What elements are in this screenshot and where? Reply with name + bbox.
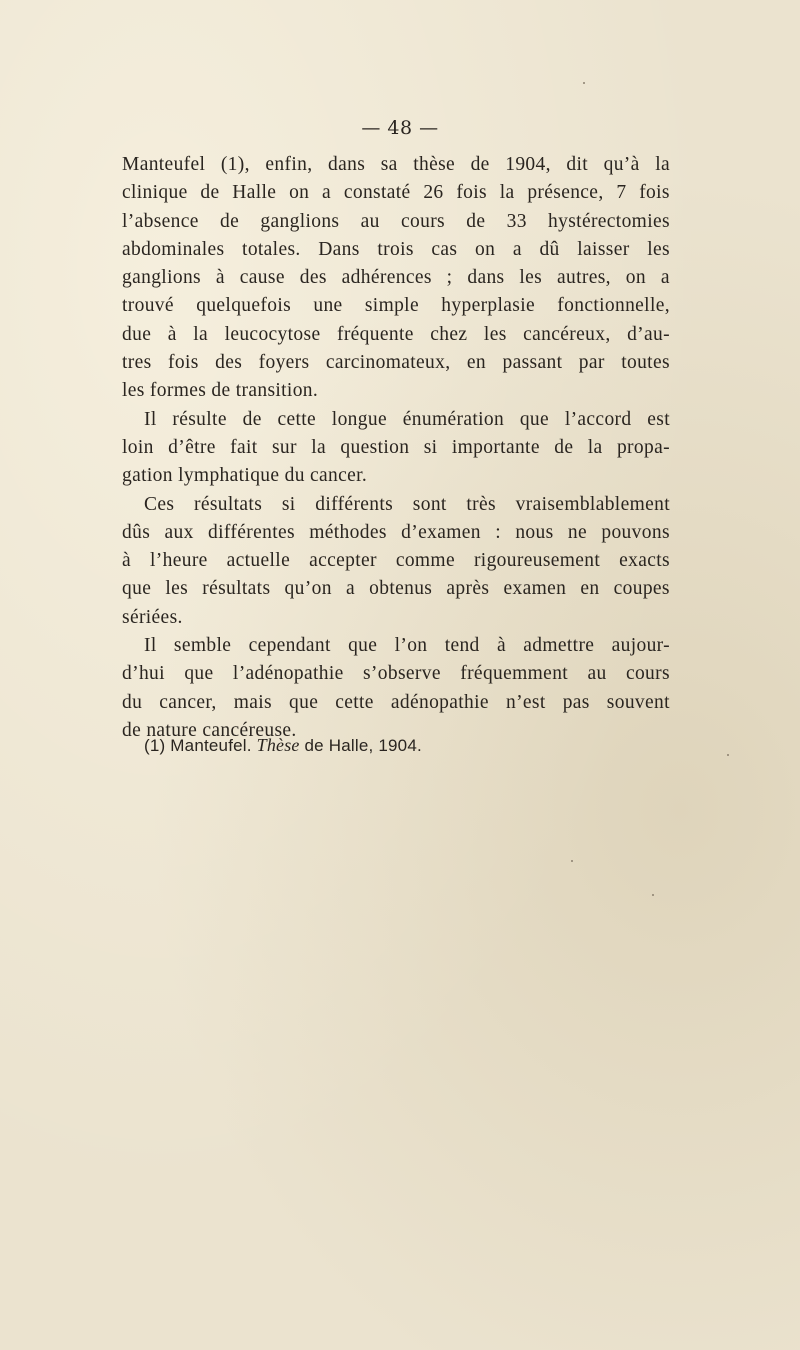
- word: trouvé: [122, 295, 174, 317]
- word: qu’à: [603, 154, 640, 175]
- word: différents: [315, 493, 394, 515]
- text-line: [122, 632, 670, 660]
- word: souvent: [606, 691, 670, 713]
- word: résulte: [172, 408, 227, 430]
- word: 26: [423, 182, 444, 204]
- word: l’absence: [122, 210, 199, 232]
- word: hyperplasie: [441, 295, 535, 317]
- word: fois: [639, 182, 670, 204]
- word: les: [519, 267, 543, 289]
- footnote: [144, 735, 422, 756]
- word: constaté: [343, 182, 411, 204]
- word: foyers: [258, 352, 310, 374]
- word: 7: [616, 182, 627, 204]
- word: due: [122, 323, 152, 345]
- word: les: [483, 323, 507, 345]
- word: carcinomateux,: [325, 352, 451, 374]
- footnote-prefix: (1) Manteufel.: [144, 736, 257, 755]
- word: d’au-: [627, 323, 670, 345]
- word: aujour-: [611, 635, 670, 657]
- word: après: [446, 578, 490, 600]
- word: ne: [567, 521, 588, 543]
- word: que: [519, 408, 550, 430]
- word: clinique: [122, 182, 188, 204]
- word: à: [122, 550, 132, 572]
- word: Ces: [144, 493, 175, 515]
- word: toutes: [621, 352, 670, 374]
- word: la: [193, 323, 209, 345]
- word: de: [200, 182, 220, 204]
- word: adhérences: [341, 267, 432, 289]
- word: de: [466, 210, 486, 232]
- word: fait: [230, 436, 258, 458]
- word: les: [165, 578, 189, 600]
- word: présence,: [527, 182, 604, 204]
- word: Manteufel: [122, 154, 206, 175]
- word: abdominales: [122, 238, 225, 260]
- word: si: [281, 493, 296, 515]
- paper-speck: [583, 82, 585, 84]
- word: de: [554, 436, 574, 458]
- word: d’être: [168, 436, 216, 458]
- word: d’examen: [401, 521, 481, 543]
- word: à: [167, 323, 177, 345]
- paper-speck: [652, 894, 654, 896]
- text-line: [122, 575, 670, 603]
- word: à: [215, 267, 225, 289]
- word: enfin,: [265, 154, 313, 175]
- word: pouvons: [601, 521, 670, 543]
- word: dans: [328, 154, 366, 175]
- word: dans: [467, 267, 505, 289]
- word: longue: [331, 408, 387, 430]
- word: :: [495, 521, 501, 543]
- text-line: [122, 321, 670, 349]
- word: coupes: [613, 578, 670, 600]
- word: résultats: [202, 578, 271, 600]
- word: a: [660, 267, 670, 289]
- word: d’hui: [122, 663, 165, 685]
- word: comme: [395, 550, 455, 572]
- word: très: [466, 493, 496, 515]
- word: fois: [168, 352, 199, 374]
- text-line: [122, 236, 670, 264]
- word: admettre: [523, 635, 595, 657]
- word: des: [299, 267, 327, 289]
- word: examen: [503, 578, 567, 600]
- word: les: [647, 238, 670, 260]
- word: fréquemment: [460, 663, 569, 685]
- word: ;: [446, 267, 453, 289]
- word: cette: [277, 408, 317, 430]
- paper-speck: [571, 860, 573, 862]
- word: aux: [164, 521, 194, 543]
- paragraph: [122, 632, 670, 745]
- word: cancéreux,: [523, 323, 611, 345]
- word: on: [474, 238, 496, 260]
- word: leucocytose: [224, 323, 321, 345]
- paragraph: [122, 491, 670, 632]
- page-number: — 48 —: [361, 117, 439, 139]
- word: cours: [400, 210, 445, 232]
- text-line: [122, 660, 670, 688]
- word: (1),: [220, 154, 250, 175]
- word: adénopathie: [390, 691, 489, 713]
- word: tres: [122, 352, 152, 374]
- word: mais: [233, 691, 272, 713]
- word: a: [512, 238, 522, 260]
- word: sur: [271, 436, 297, 458]
- word: semble: [173, 635, 232, 657]
- text-line: [122, 519, 670, 547]
- word: Halle: [232, 182, 277, 204]
- text-line: [122, 689, 670, 717]
- word: s’observe: [362, 663, 441, 685]
- word: la: [311, 436, 327, 458]
- text-line: [122, 434, 670, 462]
- word: cas: [431, 238, 458, 260]
- text-line: sériées.: [122, 606, 183, 628]
- word: sa: [380, 154, 398, 175]
- word: ganglions: [122, 267, 201, 289]
- word: dû: [539, 238, 560, 260]
- paragraph: [122, 406, 670, 491]
- word: ganglions: [260, 210, 340, 232]
- word: a: [345, 578, 355, 600]
- footnote-title: Thèse: [256, 735, 300, 755]
- word: cancer,: [159, 691, 217, 713]
- body-text: [122, 151, 670, 745]
- word: est: [647, 408, 670, 430]
- word: une: [313, 295, 343, 317]
- word: de: [220, 210, 240, 232]
- text-line: de nature cancéreuse.: [122, 719, 297, 741]
- word: passant: [502, 352, 563, 374]
- word: trois: [377, 238, 414, 260]
- text-line: [122, 264, 670, 292]
- word: méthodes: [309, 521, 387, 543]
- word: différentes: [208, 521, 295, 543]
- word: question: [340, 436, 410, 458]
- word: Il: [144, 635, 157, 657]
- text-line: [122, 406, 670, 434]
- text-line: [122, 491, 670, 519]
- word: loin: [122, 436, 154, 458]
- word: la: [587, 436, 603, 458]
- word: obtenus: [369, 578, 433, 600]
- word: cause: [239, 267, 285, 289]
- word: totales.: [242, 238, 301, 260]
- word: chez: [430, 323, 468, 345]
- word: en: [580, 578, 600, 600]
- word: au: [587, 663, 607, 685]
- text-line: [122, 292, 670, 320]
- word: tend: [444, 635, 480, 657]
- word: dit: [566, 154, 589, 175]
- word: si: [423, 436, 438, 458]
- footnote-suffix: de Halle, 1904.: [299, 736, 422, 755]
- text-line: [122, 208, 670, 236]
- word: énumération: [402, 408, 505, 430]
- word: n’est: [505, 691, 546, 713]
- word: de: [242, 408, 262, 430]
- word: que: [348, 635, 378, 657]
- word: l’heure: [150, 550, 208, 572]
- word: que: [122, 578, 152, 600]
- text-line: les formes de transition.: [122, 380, 319, 402]
- word: importante: [451, 436, 540, 458]
- word: exacts: [619, 550, 670, 572]
- paragraph: [122, 151, 670, 406]
- word: accepter: [309, 550, 377, 572]
- word: des: [215, 352, 243, 374]
- word: la: [655, 154, 670, 175]
- text-line: gation lymphatique du cancer.: [122, 465, 368, 487]
- word: autres,: [557, 267, 611, 289]
- word: laisser: [577, 238, 630, 260]
- word: Il: [144, 408, 157, 430]
- word: pas: [562, 691, 590, 713]
- word: que: [184, 663, 214, 685]
- word: 33: [506, 210, 527, 232]
- word: on: [625, 267, 646, 289]
- word: Dans: [318, 238, 360, 260]
- text-line: [122, 547, 670, 575]
- word: que: [289, 691, 319, 713]
- word: actuelle: [226, 550, 291, 572]
- word: nous: [515, 521, 554, 543]
- word: fréquente: [336, 323, 414, 345]
- word: hystérectomies: [548, 210, 670, 232]
- word: par: [578, 352, 605, 374]
- word: la: [499, 182, 515, 204]
- word: dûs: [122, 521, 151, 543]
- word: simple: [364, 295, 419, 317]
- word: l’accord: [564, 408, 632, 430]
- word: cette: [335, 691, 374, 713]
- word: 1904,: [505, 154, 551, 175]
- word: l’adénopathie: [232, 663, 344, 685]
- word: cependant: [248, 635, 331, 657]
- word: vraisemblablement: [515, 493, 670, 515]
- word: on: [289, 182, 310, 204]
- text-line: [122, 349, 670, 377]
- word: fois: [456, 182, 487, 204]
- word: l’on: [394, 635, 428, 657]
- word: du: [122, 691, 143, 713]
- paper-speck: [727, 754, 729, 756]
- word: en: [466, 352, 487, 374]
- word: de: [470, 154, 490, 175]
- text-line: [122, 151, 670, 179]
- text-line: [122, 179, 670, 207]
- word: rigoureusement: [473, 550, 601, 572]
- word: à: [496, 635, 506, 657]
- word: a: [322, 182, 332, 204]
- word: fonctionnelle,: [557, 295, 670, 317]
- word: sont: [412, 493, 447, 515]
- word: au: [360, 210, 380, 232]
- word: résultats: [194, 493, 263, 515]
- word: propa-: [616, 436, 670, 458]
- word: cours: [625, 663, 670, 685]
- word: thèse: [413, 154, 456, 175]
- word: quelquefois: [196, 295, 292, 317]
- word: qu’on: [284, 578, 332, 600]
